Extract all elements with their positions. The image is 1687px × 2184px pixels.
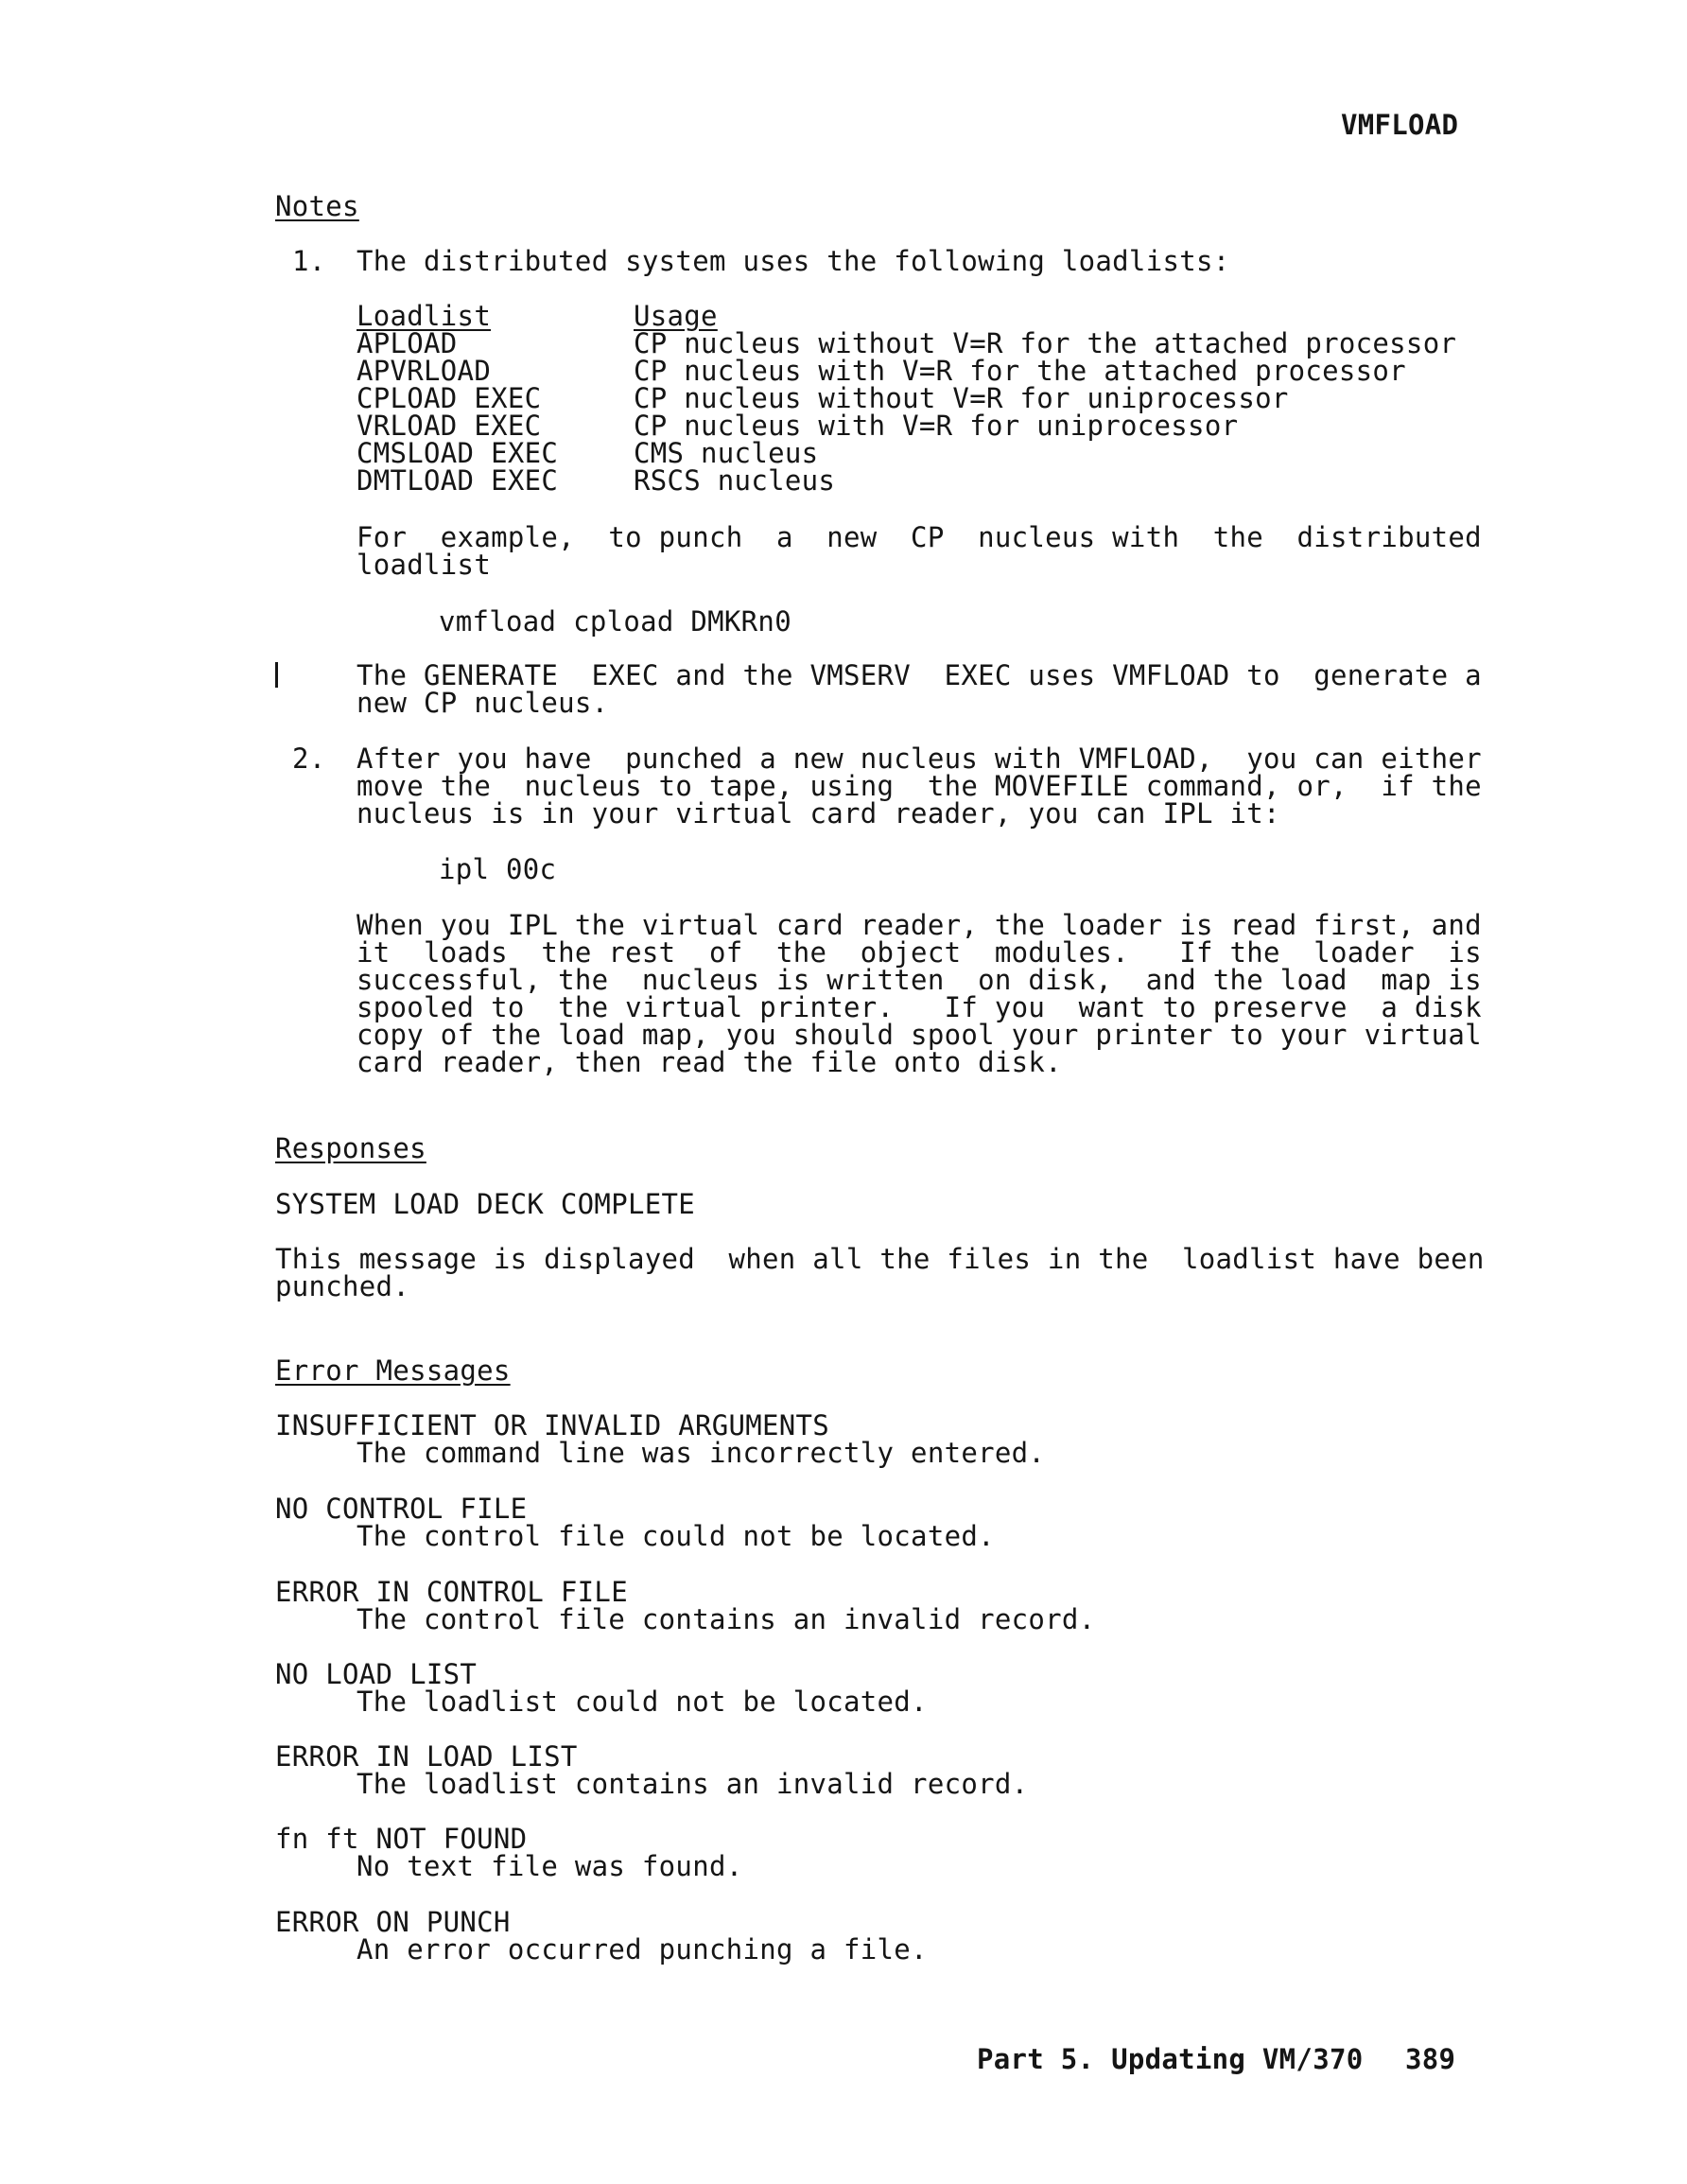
usage-column-header: Usage <box>634 300 718 332</box>
ipl-paragraph-line: spooled to the virtual printer. If you want to preserve a disk <box>357 991 1482 1023</box>
error-message: ERROR IN LOAD LIST <box>275 1740 578 1773</box>
ipl-paragraph-line: successful, the nucleus is written on disk, and the load map is <box>357 964 1482 996</box>
ipl-paragraph-line: it loads the rest of the object modules. If the loader is <box>357 936 1482 969</box>
table-row-name: VRLOAD EXEC <box>357 410 542 442</box>
ipl-paragraph-line: copy of the load map, you should spool your printer to your virtual <box>357 1019 1482 1051</box>
generate-text: new CP nucleus. <box>357 687 609 719</box>
table-row-usage: CP nucleus without V=R for the attached processor <box>634 327 1457 359</box>
note-1-number: 1. <box>292 245 326 277</box>
vmfload-command: vmfload cpload DMKRn0 <box>439 605 791 638</box>
note-2-text: move the nucleus to tape, using the MOVEFILE command, or, if the <box>357 770 1482 802</box>
note-2-text: nucleus is in your virtual card reader, you can IPL it: <box>357 797 1280 830</box>
table-row-name: APVRLOAD <box>357 355 492 387</box>
example-text: For example, to punch a new CP nucleus with the distributed <box>357 521 1482 553</box>
error-message: ERROR IN CONTROL FILE <box>275 1576 628 1608</box>
table-row-usage: RSCS nucleus <box>634 464 836 497</box>
error-message: ERROR ON PUNCH <box>275 1906 511 1938</box>
generate-text: The GENERATE EXEC and the VMSERV EXEC uses VMFLOAD to generate a <box>357 659 1482 691</box>
error-description: The loadlist could not be located. <box>357 1686 928 1718</box>
table-row-usage: CP nucleus with V=R for the attached processor <box>634 355 1406 387</box>
table-row-usage: CP nucleus without V=R for uniprocessor <box>634 382 1289 414</box>
error-description: The command line was incorrectly entered. <box>357 1437 1046 1469</box>
loadlist-column-header: Loadlist <box>357 300 492 332</box>
ipl-paragraph-line: When you IPL the virtual card reader, the loader is read first, and <box>357 909 1482 941</box>
example-text: loadlist <box>357 549 492 581</box>
table-row-name: CPLOAD EXEC <box>357 382 542 414</box>
table-row-usage: CMS nucleus <box>634 437 819 469</box>
note-2-text: After you have punched a new nucleus with VMFLOAD, you can either <box>357 743 1482 775</box>
error-description: The loadlist contains an invalid record. <box>357 1768 1029 1800</box>
error-message: NO CONTROL FILE <box>275 1493 528 1525</box>
responses-heading: Responses <box>275 1132 426 1164</box>
ipl-paragraph-line: card reader, then read the file onto disk. <box>357 1046 1062 1078</box>
error-message: fn ft NOT FOUND <box>275 1823 528 1855</box>
ipl-command: ipl 00c <box>439 853 557 885</box>
notes-heading: Notes <box>275 190 359 222</box>
response-message: SYSTEM LOAD DECK COMPLETE <box>275 1188 695 1220</box>
table-row-usage: CP nucleus with V=R for uniprocessor <box>634 410 1239 442</box>
response-description: This message is displayed when all the files in the loadlist have been <box>275 1243 1485 1275</box>
note-2-number: 2. <box>292 743 326 775</box>
table-row-name: CMSLOAD EXEC <box>357 437 559 469</box>
response-description: punched. <box>275 1270 410 1302</box>
page-number: 389 <box>1405 2043 1456 2075</box>
error-description: An error occurred punching a file. <box>357 1933 928 1966</box>
table-row-name: DMTLOAD EXEC <box>357 464 559 497</box>
error-message: NO LOAD LIST <box>275 1658 478 1690</box>
error-description: The control file could not be located. <box>357 1520 995 1552</box>
error-description: The control file contains an invalid record. <box>357 1603 1096 1635</box>
error-description: No text file was found. <box>357 1850 743 1882</box>
change-bar <box>275 662 278 688</box>
footer-section: Part 5. Updating VM/370 <box>977 2043 1364 2075</box>
running-title: VMFLOAD <box>1341 109 1459 141</box>
table-row-name: APLOAD <box>357 327 458 359</box>
error-messages-heading: Error Messages <box>275 1354 511 1387</box>
note-1-intro: The distributed system uses the following loadlists: <box>357 245 1230 277</box>
error-message: INSUFFICIENT OR INVALID ARGUMENTS <box>275 1409 830 1441</box>
